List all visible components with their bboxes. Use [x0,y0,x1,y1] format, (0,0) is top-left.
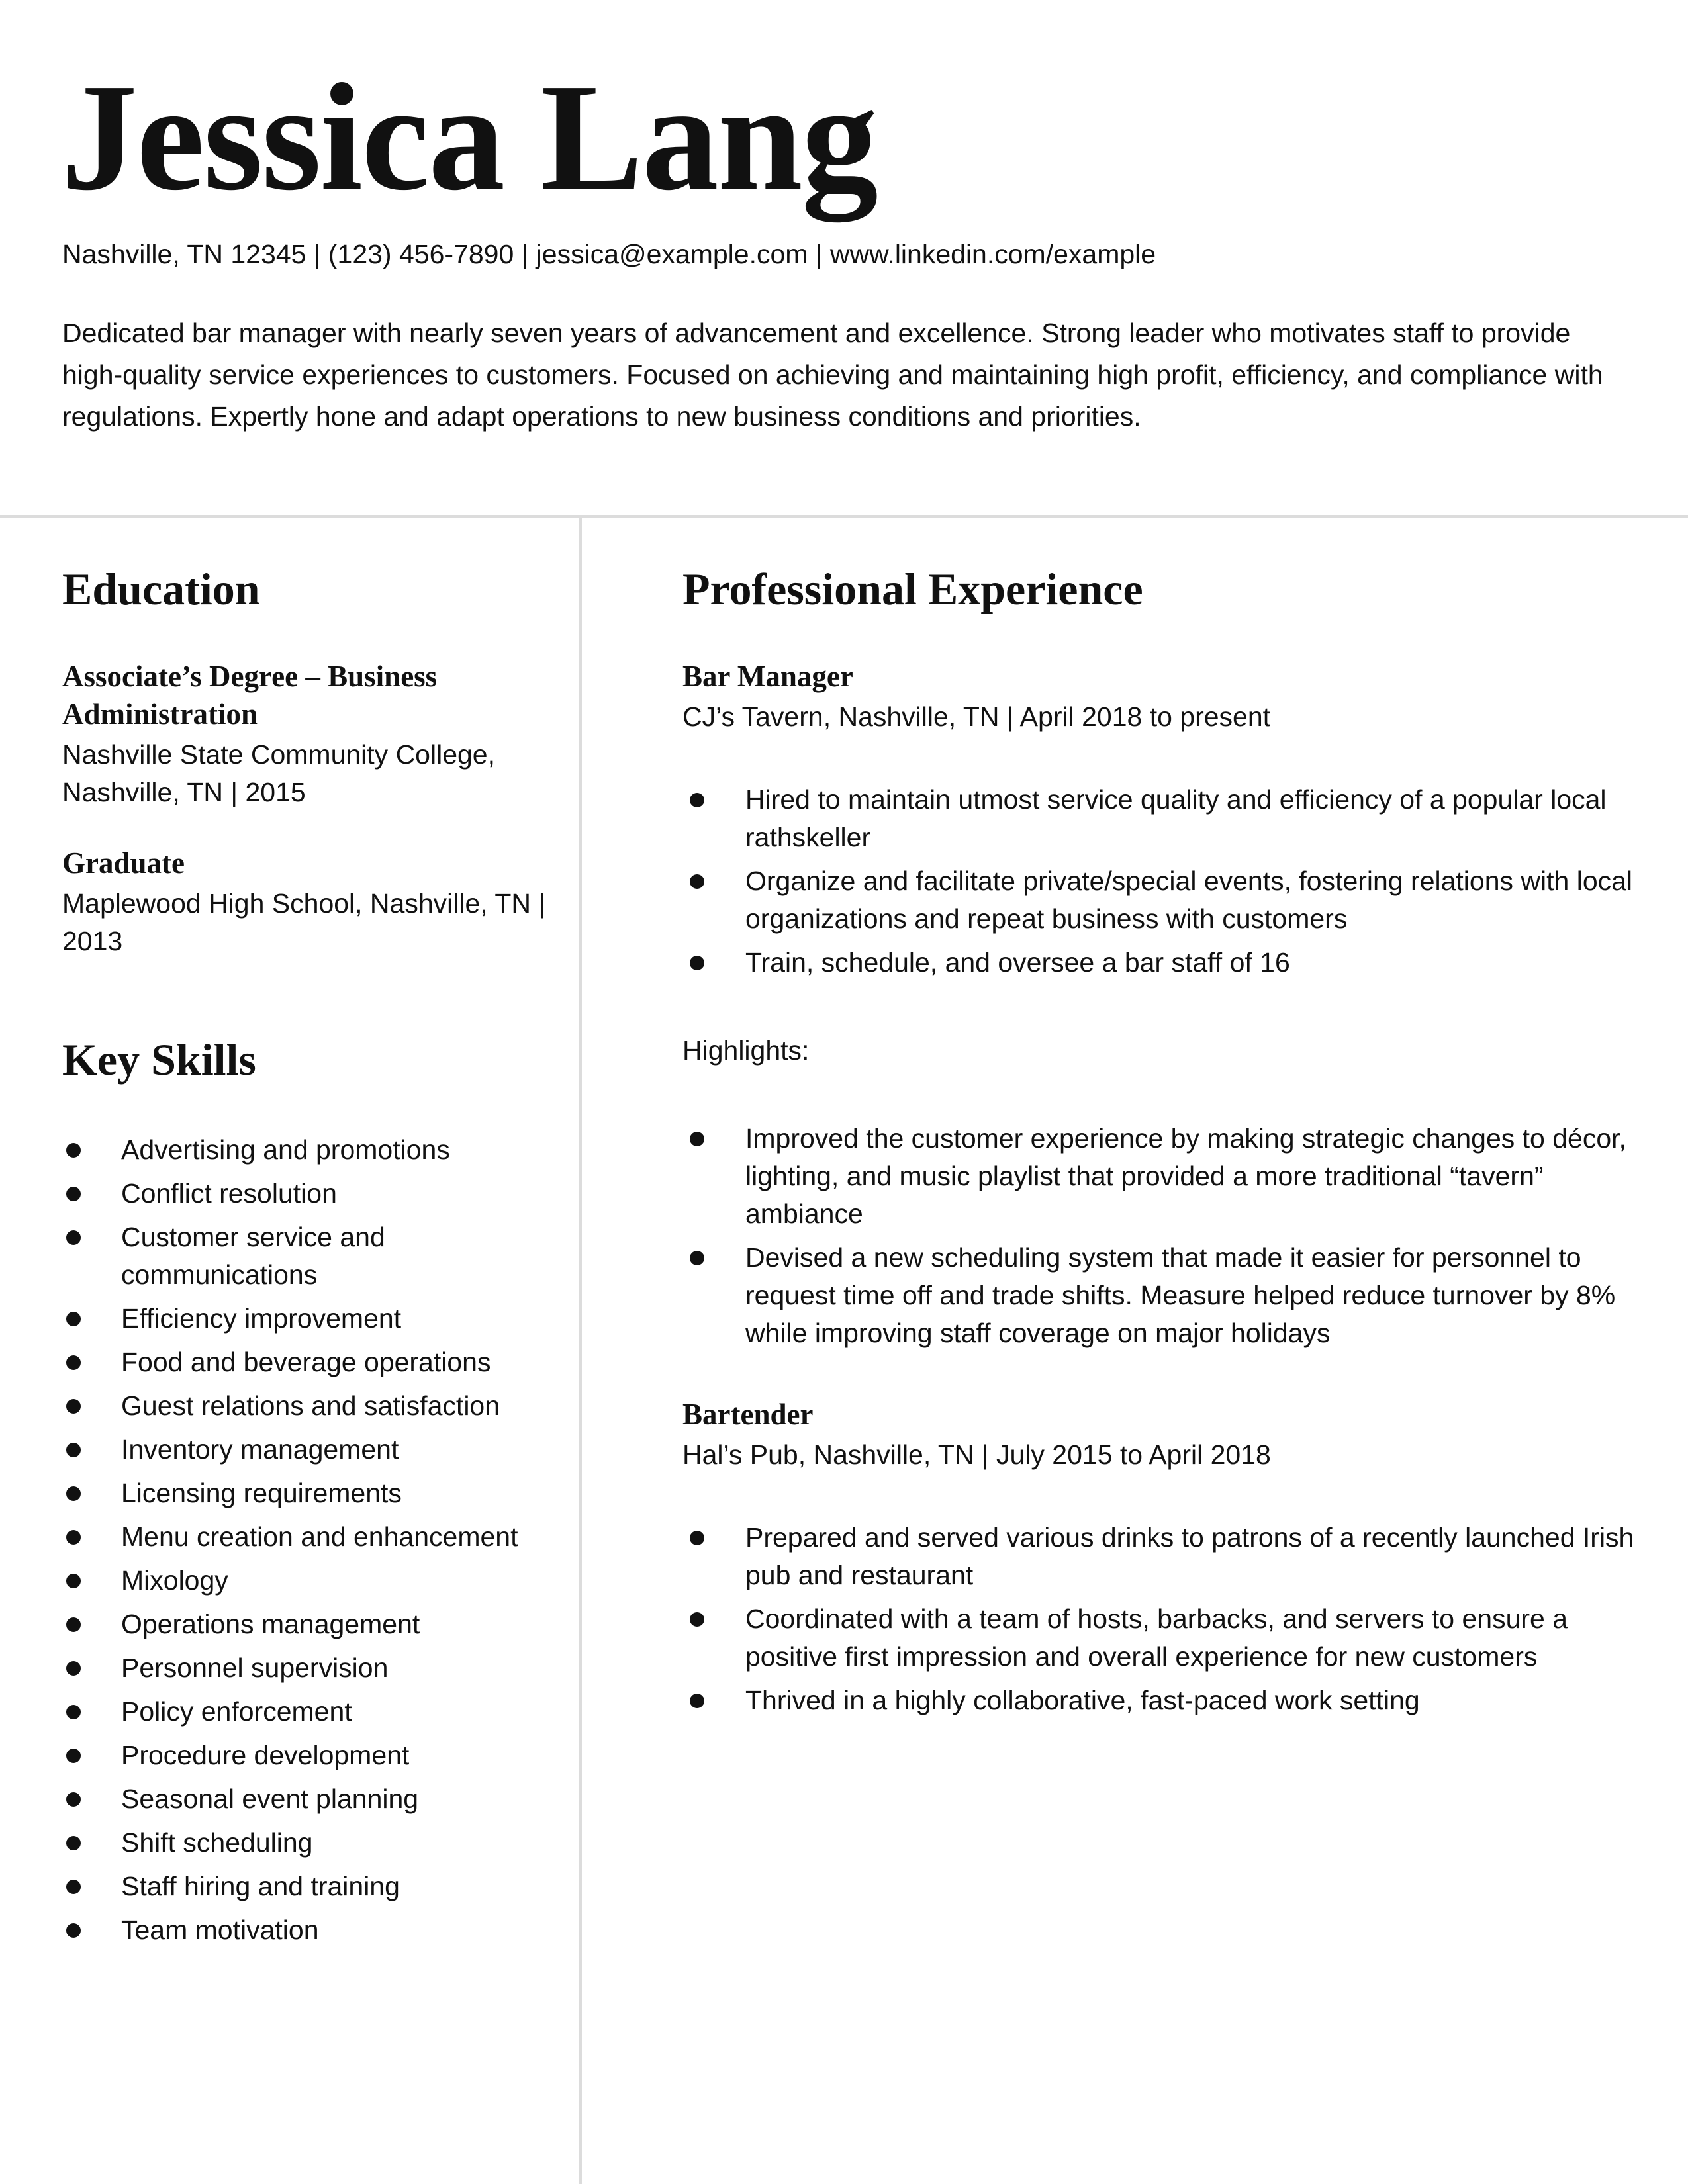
highlights-list [682,1120,1642,1352]
list-item [62,1475,552,1512]
list-item [682,781,1642,856]
school-details: Nashville State Community College, Nashville, TN | 2015 [62,739,495,807]
bullet-icon [66,1923,81,1938]
list-item [62,1606,552,1643]
bullet-icon [690,1132,704,1146]
school-details: Maplewood High School, Nashville, TN | 2013 [62,888,546,956]
job-title: Bar Manager [682,660,853,693]
skill-text: Staff hiring and training [121,1871,400,1901]
list-item [62,1387,552,1425]
degree-title: Associate’s Degree – Business Administration [62,660,438,731]
job-meta: Hal’s Pub, Nashville, TN | July 2015 to April 2018 [682,1439,1271,1470]
skill-text: Efficiency improvement [121,1303,402,1334]
list-item [682,1239,1642,1352]
education-entry [62,844,552,960]
header-divider [0,515,1688,518]
bullet-icon [66,1399,81,1414]
bullet-text: Hired to maintain utmost service quality and efficiency of a popular local rathskeller [745,784,1607,852]
skill-text: Shift scheduling [121,1827,313,1858]
job-bullets [682,1519,1642,1719]
list-item [62,1218,552,1294]
skill-text: Procedure development [121,1740,410,1770]
list-item [682,1682,1642,1719]
job-entry [682,1396,1642,1719]
list-item [62,1737,552,1774]
bullet-icon [690,1612,704,1627]
list-item [682,862,1642,938]
bullet-text: Prepared and served various drinks to patrons of a recently launched Irish pub and restaurant [745,1522,1634,1590]
bullet-icon [66,1486,81,1501]
contact-line: Nashville, TN 12345 | (123) 456-7890 | jessica@example.com | www.linkedin.com/example [62,239,1156,269]
job-meta: CJ’s Tavern, Nashville, TN | April 2018 to present [682,702,1271,732]
bullet-icon [66,1749,81,1763]
skill-text: Food and beverage operations [121,1347,491,1377]
bullet-icon [690,956,704,970]
professional-summary: Dedicated bar manager with nearly seven years of advancement and excellence. Strong leader who motivates staff to provide high-quality service experiences to customers. Focused on achieving and maintaining high profit, efficiency, and compliance with regulations. Expertly hone and adapt operations to new business conditions and priorities. [62,318,1603,432]
bullet-text: Thrived in a highly collaborative, fast-paced work setting [745,1685,1420,1715]
job-entry [682,658,1642,1352]
job-bullets [682,781,1642,981]
bullet-icon [66,1443,81,1457]
left-column [62,563,552,1955]
resume-name: Jessica Lang [61,52,877,222]
skills-list [62,1131,552,1949]
skill-text: Menu creation and enhancement [121,1522,518,1552]
bullet-icon [690,1694,704,1708]
skills-heading: Key Skills [62,1034,256,1085]
bullet-icon [66,1617,81,1632]
bullet-icon [690,793,704,807]
job-title: Bartender [682,1398,814,1431]
bullet-icon [690,1531,704,1545]
right-column [682,563,1642,1725]
skill-text: Licensing requirements [121,1478,402,1508]
education-entry [62,658,552,811]
bullet-icon [66,1574,81,1588]
skill-text: Advertising and promotions [121,1134,450,1165]
list-item [62,1518,552,1556]
list-item [62,1431,552,1469]
bullet-icon [690,1251,704,1265]
bullet-icon [690,874,704,889]
skill-text: Inventory management [121,1434,399,1465]
skill-text: Policy enforcement [121,1696,352,1727]
bullet-icon [66,1661,81,1676]
skill-text: Guest relations and satisfaction [121,1390,500,1421]
education-section [62,563,552,960]
list-item [62,1649,552,1687]
skill-text: Conflict resolution [121,1178,337,1208]
bullet-icon [66,1530,81,1545]
list-item [62,1780,552,1818]
bullet-text: Organize and facilitate private/special events, fostering relations with local organizations and repeat business with customers [745,866,1633,934]
bullet-icon [66,1230,81,1245]
list-item [62,1175,552,1212]
bullet-icon [66,1705,81,1719]
bullet-icon [66,1187,81,1201]
bullet-text: Coordinated with a team of hosts, barbacks, and servers to ensure a positive first impression and overall experience for new customers [745,1604,1568,1672]
bullet-icon [66,1792,81,1807]
skill-text: Personnel supervision [121,1653,389,1683]
experience-heading: Professional Experience [682,564,1143,614]
bullet-text: Devised a new scheduling system that made it easier for personnel to request time off and trade shifts. Measure helped reduce turnover by 8% while improving staff coverage on major holidays [745,1242,1616,1348]
skill-text: Seasonal event planning [121,1784,419,1814]
list-item [682,944,1642,981]
highlights-label: Highlights: [682,1035,810,1066]
list-item [62,1562,552,1600]
list-item [62,1300,552,1338]
list-item [682,1600,1642,1676]
education-heading: Education [62,564,260,614]
bullet-icon [66,1836,81,1850]
list-item [62,1868,552,1905]
skills-section [62,1033,552,1949]
list-item [62,1824,552,1862]
bullet-text: Improved the customer experience by making strategic changes to décor, lighting, and music playlist that provided a more traditional “tavern” ambiance [745,1123,1626,1229]
degree-title: Graduate [62,846,185,880]
bullet-icon [66,1143,81,1158]
list-item [62,1343,552,1381]
list-item [62,1911,552,1949]
skill-text: Mixology [121,1565,228,1596]
skill-text: Operations management [121,1609,420,1639]
bullet-icon [66,1355,81,1370]
skill-text: Customer service and communications [121,1222,385,1290]
list-item [682,1120,1642,1233]
bullet-text: Train, schedule, and oversee a bar staff of 16 [745,947,1290,978]
list-item [62,1693,552,1731]
bullet-icon [66,1880,81,1894]
list-item [62,1131,552,1169]
list-item [682,1519,1642,1594]
bullet-icon [66,1312,81,1326]
skill-text: Team motivation [121,1915,319,1945]
column-divider [579,515,582,2184]
